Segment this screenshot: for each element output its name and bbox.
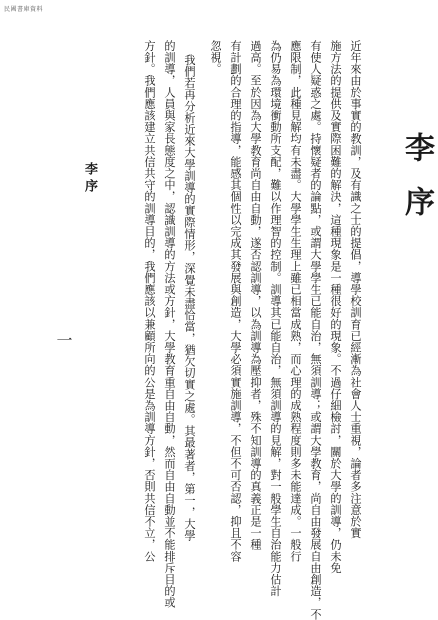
- text-column: 施方法的提供及實際困難的解決，這種現象是一種很好的現象。不過仔細檢討，關於大學的訓導，仍未免: [329, 40, 342, 574]
- document-page: [22, 40, 434, 620]
- text-column: 我們若再分析近來大學訓導的實際情形，深覺未盡恰當，猶欠切實之處。其最著者，第一，大學: [183, 54, 196, 542]
- text-column: 的訓導，人員與家長態度之中，認識訓導的方法或方針，大學教育重自由自動，然而自由自動並不能排斥目的或: [163, 40, 176, 609]
- text-column: 有計劃的合理的指導，能感其個性以完成其發展與創造，大學必須實施訓導，不但不可否認，抑且不容: [229, 40, 242, 562]
- text-column: 近年來由於事實的教訓，及有識之士的提倡，導學校訓育已經漸為社會人士重視，論者多注意於實: [349, 40, 362, 539]
- text-column: 過高。至於因為大學教育尚自由自動，遂否認訓導，以為訓導為壓抑者，殊不知訓導的真義正是一種: [249, 40, 262, 551]
- text-column: 忽視。: [209, 40, 222, 75]
- page-number: 一: [54, 332, 73, 348]
- text-column: 有使人疑惑之處。持懷疑者的論點，或謂大學學生已能自治，無須訓導；或謂大學教育，尚自由發展自由創造，不: [309, 40, 322, 620]
- library-watermark: 民國書庫資料: [4, 6, 44, 13]
- page-title: 李序: [399, 132, 434, 240]
- text-column: 為仍易為環境衝動所支配，難以作理智的控制。訓導其已能自治，無須訓導的見解，對一般學生自治能力估計: [269, 40, 282, 597]
- running-title: 李序: [82, 162, 97, 196]
- text-column: 應限制，此種見解均有未盡。大學學生生理上雖已相當成熟，而心理的成熟程度則多未能達成。一般行: [289, 40, 302, 562]
- text-column: 方針。我們應該建立共信共守的訓導目的，我們應該以兼顧所向的公是為訓導方針，否則共信不立，公: [143, 40, 156, 562]
